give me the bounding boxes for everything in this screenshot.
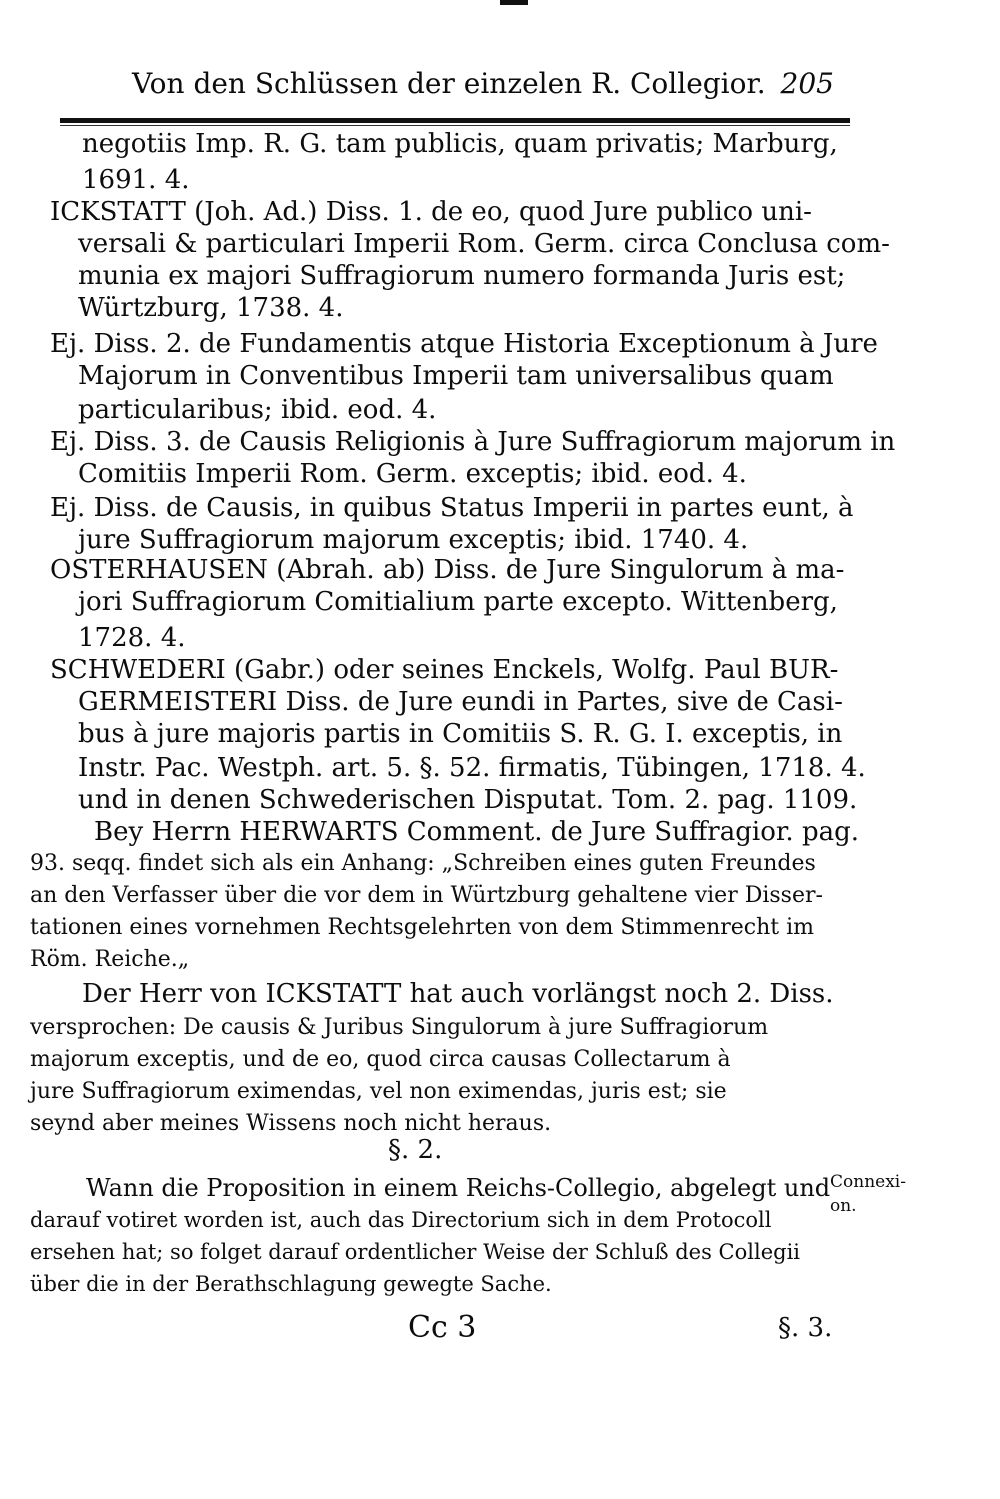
text-line: Ej. Diss. 3. de Causis Religionis à Jure Suffragiorum majorum in — [50, 427, 896, 457]
header-rule — [60, 118, 850, 123]
text-line: SCHWEDERI (Gabr.) oder seines Enckels, Wolfg. Paul BUR- — [50, 655, 839, 685]
text-line: versprochen: De causis & Juribus Singulorum à jure Suffragiorum — [30, 1015, 769, 1040]
text-line: Instr. Pac. Westph. art. 5. §. 52. firmatis, Tübingen, 1718. 4. — [78, 753, 866, 783]
text-line: GERMEISTERI Diss. de Jure eundi in Partes, sive de Casi- — [78, 687, 843, 717]
text-line: jure Suffragiorum majorum exceptis; ibid. 1740. 4. — [78, 525, 749, 555]
text-line: über die in der Berathschlagung gewegte Sache. — [30, 1272, 552, 1296]
text-line: seynd aber meines Wissens noch nicht heraus. — [30, 1111, 552, 1136]
text-line: jure Suffragiorum eximendas, vel non eximendas, juris est; sie — [30, 1079, 727, 1104]
text-line: Ej. Diss. 2. de Fundamentis atque Historia Exceptionum à Jure — [50, 329, 878, 359]
text-line: und in denen Schwederischen Disputat. Tom. 2. pag. 1109. — [78, 785, 858, 815]
margin-note: Connexi- — [830, 1172, 906, 1192]
page-number: 205 — [780, 67, 834, 100]
text-line: Röm. Reiche.„ — [30, 947, 190, 972]
text-line: Bey Herrn HERWARTS Comment. de Jure Suffragior. pag. — [94, 817, 860, 847]
catchword: §. 3. — [778, 1313, 833, 1343]
text-line: negotiis Imp. R. G. tam publicis, quam privatis; Marburg, — [82, 129, 838, 159]
text-line: Comitiis Imperii Rom. Germ. exceptis; ibid. eod. 4. — [78, 459, 747, 489]
text-line: OSTERHAUSEN (Abrah. ab) Diss. de Jure Singulorum à ma- — [50, 555, 845, 585]
text-line: darauf votiret worden ist, auch das Directorium sich in dem Protocoll — [30, 1208, 772, 1232]
text-line: jori Suffragiorum Comitialium parte excepto. Wittenberg, — [78, 587, 838, 617]
text-line: particularibus; ibid. eod. 4. — [78, 395, 437, 425]
text-line: majorum exceptis, und de eo, quod circa causas Collectarum à — [30, 1047, 731, 1072]
text-line: versali & particulari Imperii Rom. Germ. circa Conclusa com- — [78, 229, 890, 259]
top-edge-mark — [500, 0, 528, 5]
text-line: 1691. 4. — [82, 165, 190, 195]
margin-note: on. — [830, 1196, 857, 1216]
signature-mark: Cc 3 — [408, 1310, 477, 1345]
text-line: 93. seqq. findet sich als ein Anhang: „Schreiben eines guten Freundes — [30, 851, 816, 876]
text-line: Der Herr von ICKSTATT hat auch vorlängst noch 2. Diss. — [82, 979, 834, 1009]
text-line: ICKSTATT (Joh. Ad.) Diss. 1. de eo, quod Jure publico uni- — [50, 197, 812, 227]
text-line: Ej. Diss. de Causis, in quibus Status Imperii in partes eunt, à — [50, 493, 854, 523]
text-line: an den Verfasser über die vor dem in Würtzburg gehaltene vier Disser- — [30, 883, 823, 908]
text-line: ersehen hat; so folget darauf ordentlicher Weise der Schluß des Collegii — [30, 1240, 801, 1264]
text-line: Würtzburg, 1738. 4. — [78, 293, 344, 323]
section-heading: §. 2. — [388, 1135, 443, 1165]
text-line: Wann die Proposition in einem Reichs-Collegio, abgelegt und — [86, 1174, 831, 1202]
text-line: bus à jure majoris partis in Comitiis S. R. G. I. exceptis, in — [78, 719, 843, 749]
text-line: Majorum in Conventibus Imperii tam universalibus quam — [78, 361, 834, 391]
running-header — [120, 62, 840, 106]
running-head-title: Von den Schlüssen der einzelen R. Collegior. — [132, 67, 766, 100]
text-line: tationen eines vornehmen Rechtsgelehrten von dem Stimmenrecht im — [30, 915, 815, 940]
text-line: munia ex majori Suffragiorum numero formanda Juris est; — [78, 261, 846, 291]
text-line: 1728. 4. — [78, 623, 186, 653]
